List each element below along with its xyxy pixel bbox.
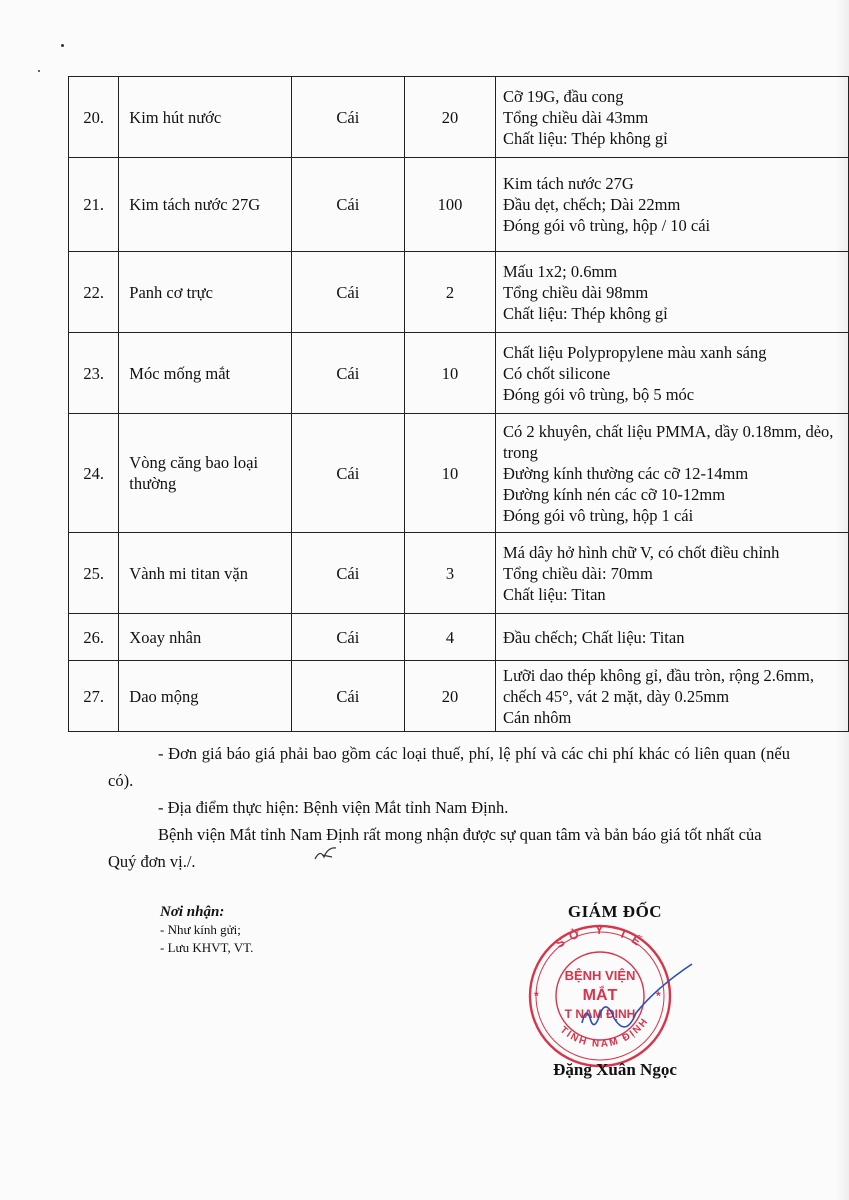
item-spec [495, 414, 848, 533]
item-spec [495, 252, 848, 333]
spec-line: Kim tách nước 27G [502, 174, 634, 193]
note-location: - Địa điểm thực hiện: Bệnh viện Mắt tỉnh Nam Định. [158, 798, 509, 817]
spec-line: Đóng gói vô trùng, bộ 5 móc [502, 384, 695, 404]
item-name: Kim hút nước [119, 77, 291, 158]
spec-line: Cán nhôm [502, 707, 572, 727]
spec-line: Chất liệu: Thép không gỉ [502, 303, 668, 323]
spec-line: Má dây hở hình chữ V, có chốt điều chỉnh [502, 542, 780, 562]
spec-line: Cỡ 19G, đầu cong [502, 86, 624, 106]
table-row [69, 77, 849, 158]
item-unit: Cái [291, 614, 405, 661]
item-unit: Cái [291, 414, 405, 533]
item-quantity: 20 [405, 77, 496, 158]
row-number: 20. [69, 77, 119, 158]
item-quantity: 2 [405, 252, 496, 333]
spec-line: Đường kính thường các cỡ 12-14mm [502, 463, 749, 483]
note-tax: - Đơn giá báo giá phải bao gồm các loại thuế, phí, lệ phí và các chi phí khác có liên quan (nếu có). [108, 744, 790, 790]
item-spec [495, 333, 848, 414]
scan-speck [61, 44, 64, 47]
item-name: Vành mi titan vặn [119, 533, 291, 614]
item-unit: Cái [291, 158, 405, 252]
official-stamp [516, 918, 696, 1068]
item-quantity: 10 [405, 414, 496, 533]
equipment-table [68, 76, 849, 732]
table-row [69, 158, 849, 252]
item-name: Dao mộng [119, 661, 291, 732]
item-spec [495, 614, 848, 661]
item-spec [495, 661, 848, 732]
note-closing: Bệnh viện Mắt tỉnh Nam Định rất mong nhận được sự quan tâm và bản báo giá tốt nhất của Quý đơn vị./. [108, 825, 762, 871]
table-row [69, 252, 849, 333]
spec-line: Đường kính nén các cỡ 10-12mm [502, 484, 726, 504]
item-unit: Cái [291, 661, 405, 732]
table-row [69, 333, 849, 414]
svg-text:MẮT: MẮT [582, 987, 618, 1004]
svg-text:BỆNH VIỆN: BỆNH VIỆN [564, 968, 636, 983]
svg-text:SỞ Y TẾ: SỞ Y TẾ [552, 922, 649, 952]
recipient-item: - Lưu KHVT, VT. [160, 940, 254, 955]
spec-line: Tổng chiều dài 98mm [502, 282, 649, 302]
signer-name: Đặng Xuân Ngọc [553, 1060, 677, 1079]
spec-line: Chất liệu: Thép không gỉ [502, 128, 668, 148]
table-body [69, 77, 849, 732]
spec-line: Lưỡi dao thép không gỉ, đầu tròn, rộng 2.6mm, chếch 45°, vát 2 mặt, dày 0.25mm [502, 665, 814, 706]
item-unit: Cái [291, 333, 405, 414]
item-name: Panh cơ trực [119, 252, 291, 333]
spec-line: Chất liệu: Titan [502, 584, 606, 604]
stamp-text [534, 923, 661, 1050]
item-spec [495, 158, 848, 252]
row-number: 27. [69, 661, 119, 732]
svg-text:TỈNH NAM ĐỊNH: TỈNH NAM ĐỊNH [557, 1015, 652, 1051]
item-unit: Cái [291, 252, 405, 333]
recipients-title: Nơi nhận: [160, 904, 225, 920]
item-name: Kim tách nước 27G [119, 158, 291, 252]
item-quantity: 20 [405, 661, 496, 732]
signer-title: GIÁM ĐỐC [567, 902, 663, 921]
spec-line: Mấu 1x2; 0.6mm [502, 261, 618, 281]
item-unit: Cái [291, 533, 405, 614]
row-number: 21. [69, 158, 119, 252]
initial-mark [312, 845, 342, 867]
spec-line: Có 2 khuyên, chất liệu PMMA, dầy 0.18mm, dẻo, trong [502, 421, 834, 462]
item-name: Móc mống mắt [119, 333, 291, 414]
row-number: 24. [69, 414, 119, 533]
item-name: Vòng căng bao loại thường [119, 414, 291, 533]
item-quantity: 4 [405, 614, 496, 661]
svg-text:T NAM ĐỊNH: T NAM ĐỊNH [564, 1007, 636, 1021]
spec-line: Tổng chiều dài 43mm [502, 107, 649, 127]
item-spec [495, 533, 848, 614]
recipient-item: - Như kính gửi; [160, 922, 241, 937]
svg-text:*: * [656, 989, 661, 1003]
table-row [69, 614, 849, 661]
item-name: Xoay nhân [119, 614, 291, 661]
item-quantity: 3 [405, 533, 496, 614]
spec-line: Đóng gói vô trùng, hộp 1 cái [502, 505, 694, 525]
table-row [69, 533, 849, 614]
item-unit: Cái [291, 77, 405, 158]
item-quantity: 10 [405, 333, 496, 414]
recipients-block [160, 903, 253, 957]
spec-line: Đầu chếch; Chất liệu: Titan [502, 627, 685, 647]
row-number: 23. [69, 333, 119, 414]
spec-line: Có chốt silicone [502, 363, 611, 383]
scan-speck [38, 70, 40, 72]
spec-line: Chất liệu Polypropylene màu xanh sáng [502, 342, 767, 362]
row-number: 22. [69, 252, 119, 333]
svg-text:*: * [534, 989, 539, 1003]
item-spec [495, 77, 848, 158]
table-row [69, 414, 849, 533]
spec-line: Đóng gói vô trùng, hộp / 10 cái [502, 216, 711, 235]
notes-section [108, 740, 790, 875]
row-number: 25. [69, 533, 119, 614]
row-number: 26. [69, 614, 119, 661]
item-quantity: 100 [405, 158, 496, 252]
spec-line: Tổng chiều dài: 70mm [502, 563, 653, 583]
table-row [69, 661, 849, 732]
spec-line: Đầu dẹt, chếch; Dài 22mm [502, 195, 681, 214]
